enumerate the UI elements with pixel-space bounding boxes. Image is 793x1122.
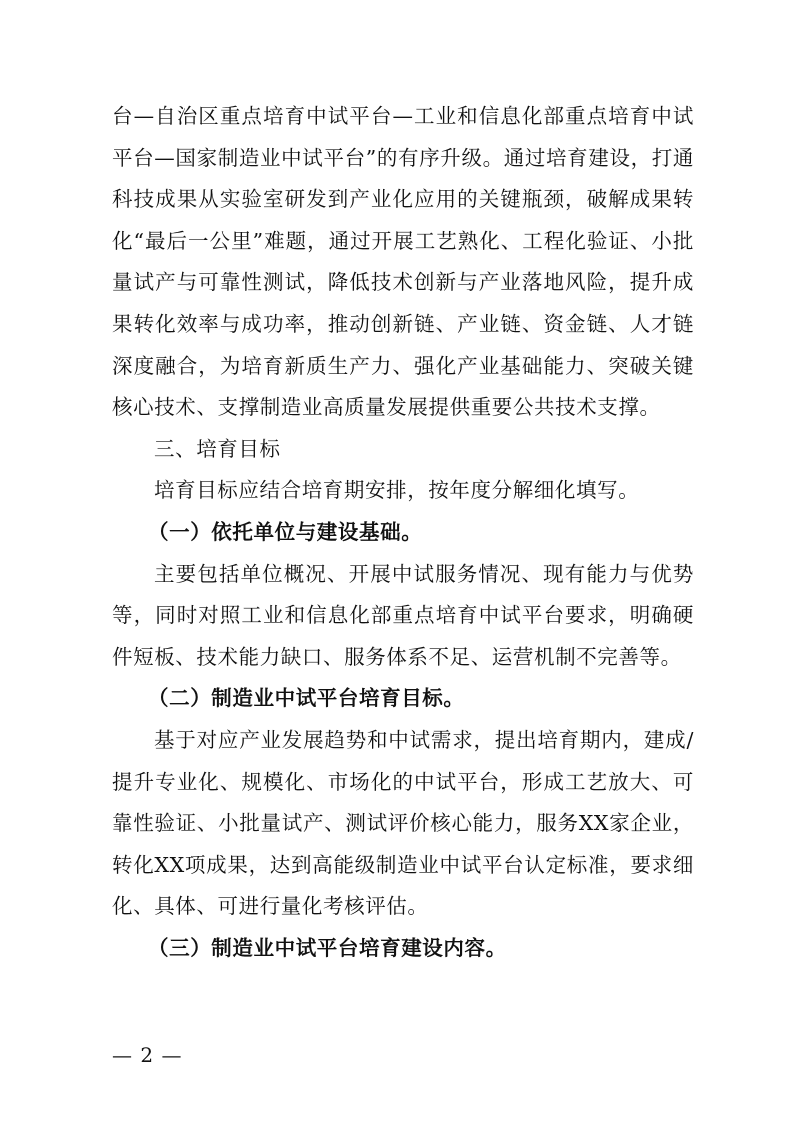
subheading-construction-content: （三）制造业中试平台培育建设内容。 [148,935,507,960]
subheading-platform-goals: （二）制造业中试平台培育目标。 [148,686,465,711]
section-heading-training-goals: 三、培育目标 [154,436,281,461]
paragraph-platform-goals-details: 基于对应产业发展趋势和中试需求，提出培育期内，建成/提升专业化、规模化、市场化的中试平台，形成工艺放大、可靠性验证、小批量试产、测试评价核心能力，服务XX家企业，转化XX项成果，达到高能级制造业中试平台认定标准，要求细化、具体、可进行量化考核评估。 [112,727,694,919]
paragraph-host-unit-details: 主要包括单位概况、开展中试服务情况、现有能力与优势等，同时对照工业和信息化部重点培育中试平台要求，明确硬件短板、技术能力缺口、服务体系不足、运营机制不完善等。 [112,561,694,669]
document-body [112,96,694,969]
page-number: — 2 — [112,1043,183,1067]
paragraph-goal-instructions: 培育目标应结合培育期安排，按年度分解细化填写。 [154,478,640,503]
paragraph-platform-upgrade: 台—自治区重点培育中试平台—工业和信息化部重点培育中试平台—国家制造业中试平台”的有序升级。通过培育建设，打通科技成果从实验室研发到产业化应用的关键瓶颈，破解成果转化“最后一公里”难题，通过开展工艺熟化、工程化验证、小批量试产与可靠性测试，降低技术创新与产业落地风险，提升成果转化效率与成功率，推动创新链、产业链、资金链、人才链深度融合，为培育新质生产力、强化产业基础能力、突破关键核心技术、支撑制造业高质量发展提供重要公共技术支撑。 [112,104,694,420]
subheading-host-unit: （一）依托单位与建设基础。 [148,519,423,544]
